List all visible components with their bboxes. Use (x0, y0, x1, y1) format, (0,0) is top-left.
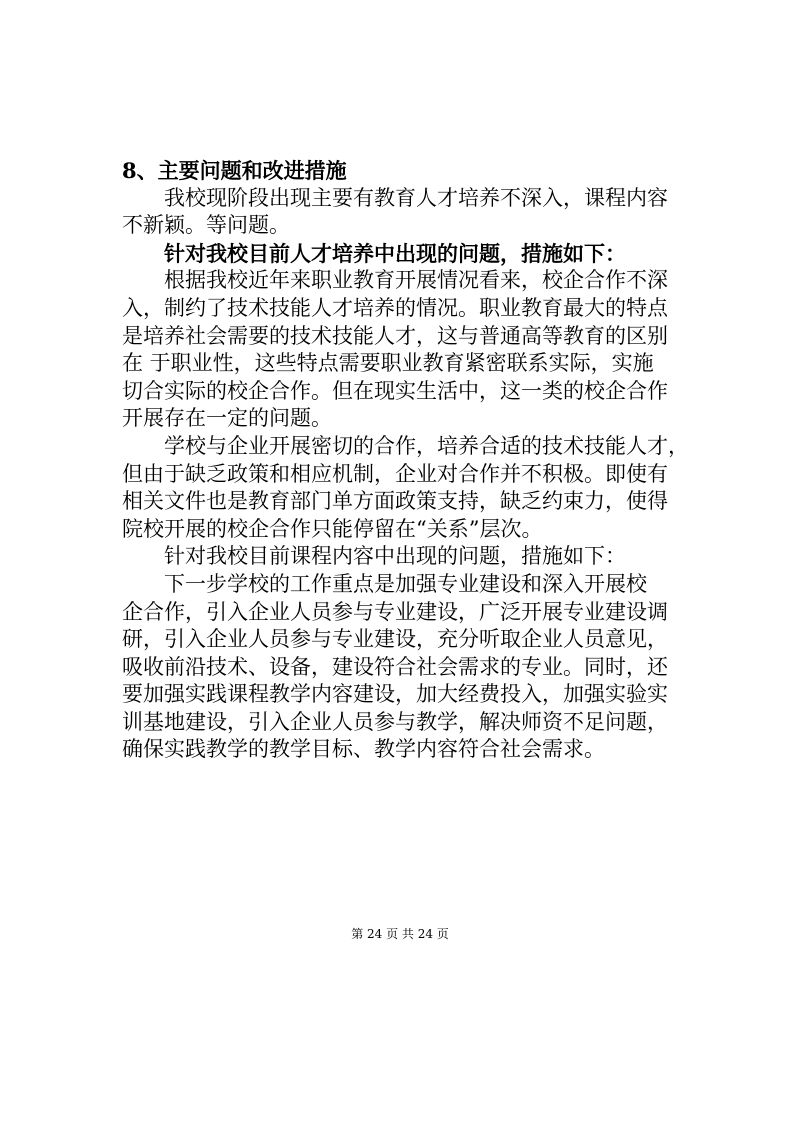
paragraph-line: 不新颖。等问题。 (122, 213, 290, 238)
paragraph-line: 研，引入企业人员参与专业建设，充分听取企业人员意见， (122, 627, 668, 652)
paragraph-line: 根据我校近年来职业教育开展情况看来，校企合作不深 (122, 268, 668, 293)
paragraph-line: 吸收前沿技术、设备，建设符合社会需求的专业。同时，还 (122, 654, 668, 679)
paragraph-line: 但由于缺乏政策和相应机制，企业对合作并不积极。即使有 (122, 461, 668, 486)
paragraph-line: 开展存在一定的问题。 (122, 406, 332, 431)
paragraph-line: 确保实践教学的教学目标、教学内容符合社会需求。 (122, 737, 605, 762)
paragraph-line: 针对我校目前人才培养中出现的问题，措施如下： (122, 240, 626, 266)
paragraph-line: 学校与企业开展密切的合作，培养合适的技术技能人才， (122, 433, 689, 458)
document-body (122, 157, 692, 764)
page-footer: 第 24 页 共 24 页 (351, 927, 449, 941)
paragraph-line: 要加强实践课程教学内容建设，加大经费投入，加强实验实 (122, 682, 668, 707)
paragraph-line: 在 于职业性，这些特点需要职业教育紧密联系实际，实施 (122, 351, 654, 376)
section-heading: 8、主要问题和改进措施 (122, 158, 347, 183)
paragraph-line: 院校开展的校企合作只能停留在“关系”层次。 (122, 516, 543, 541)
paragraph-line: 切合实际的校企合作。但在现实生活中，这一类的校企合作 (122, 378, 668, 403)
paragraph-line: 针对我校目前课程内容中出现的问题，措施如下： (122, 544, 626, 569)
paragraph-line: 相关文件也是教育部门单方面政策支持，缺乏约束力，使得 (122, 489, 668, 514)
paragraph-line: 是培养社会需要的技术技能人才，这与普通高等教育的区别 (122, 323, 668, 348)
paragraph-line: 下一步学校的工作重点是加强专业建设和深入开展校 (122, 571, 647, 596)
paragraph-line: 入，制约了技术技能人才培养的情况。职业教育最大的特点 (122, 295, 668, 320)
paragraph-line: 我校现阶段出现主要有教育人才培养不深入，课程内容 (122, 185, 668, 210)
paragraph-line: 训基地建设，引入企业人员参与教学，解决师资不足问题， (122, 709, 668, 734)
paragraph-line: 企合作，引入企业人员参与专业建设，广泛开展专业建设调 (122, 599, 668, 624)
